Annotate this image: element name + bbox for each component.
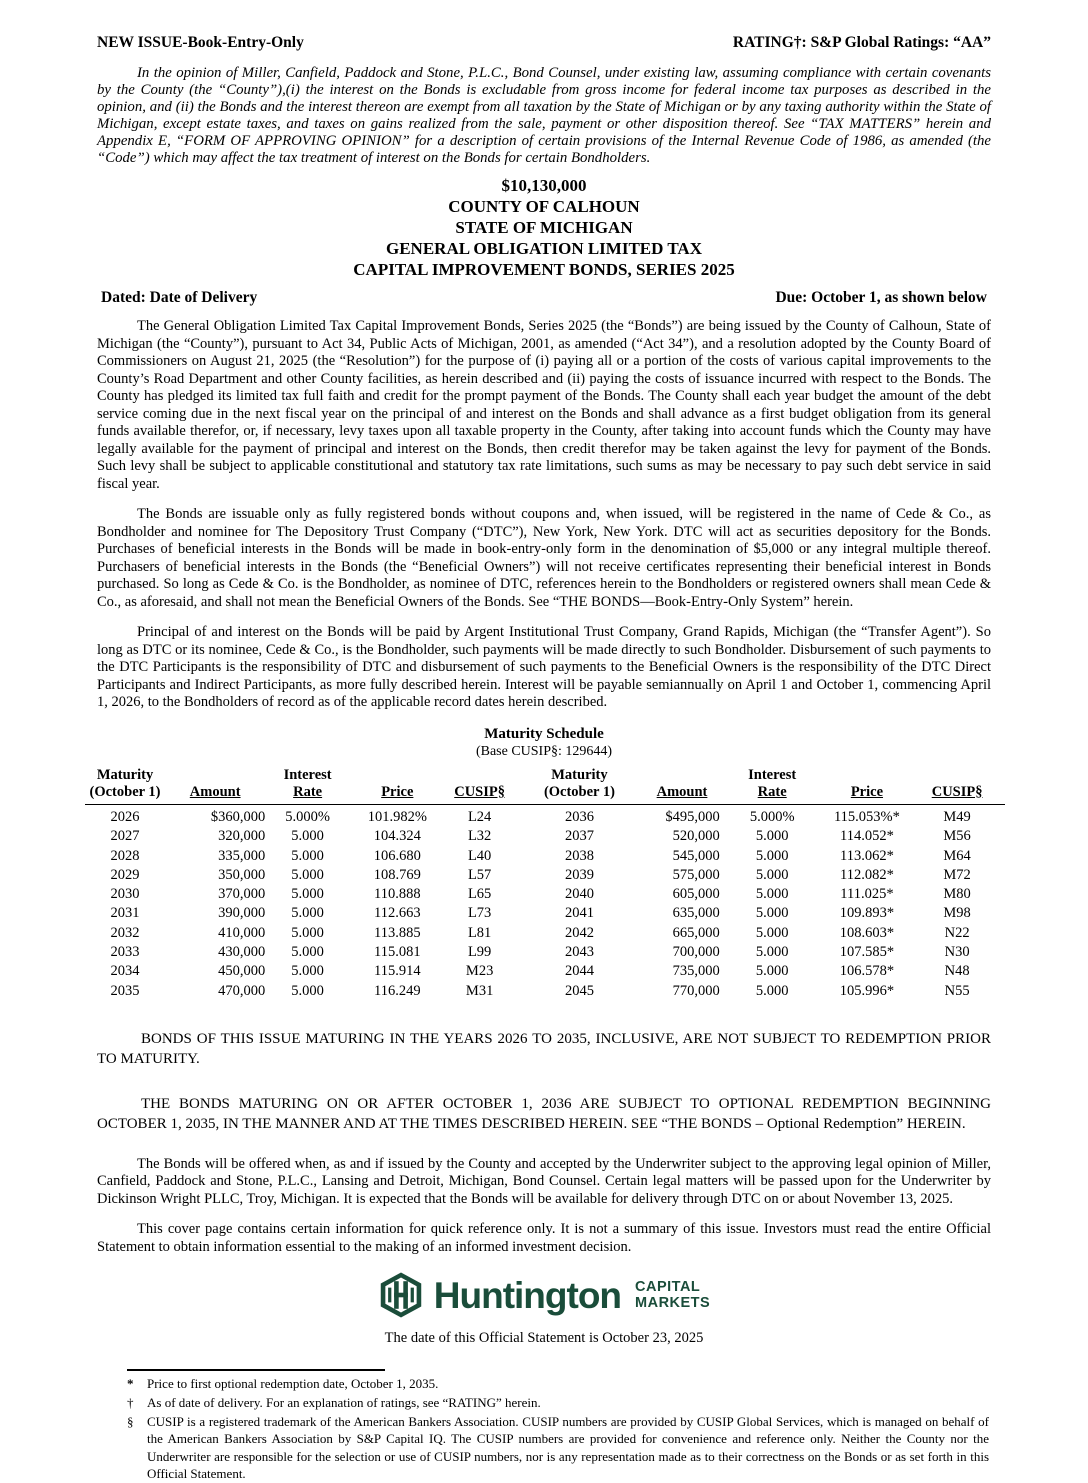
table-cell: L24: [467, 808, 492, 825]
bond-type-line2: CAPITAL IMPROVEMENT BONDS, SERIES 2025: [353, 260, 735, 280]
bond-counsel-opinion-paragraph: In the opinion of Miller, Canfield, Paddock and Stone, P.L.C., Bond Counsel, under existing law, assuming compliance with certain covenants by the County (the “County”),(i) the interest on the Bonds is excludable from gross income for federal income tax purposes as described in the opinion, and (ii) the Bonds and the interest thereon are exempt from all taxation by the State of Michigan or by any taxing authority within the State of Michigan, except estate taxes, and taxes on gains realized from the sale, payment or other disposition thereof. See “TAX MATTERS” herein and Appendix E, “FORM OF APPROVING OPINION” for a description of certain provisions of the Internal Revenue Code of 1986, as amended (the “Code”) which may affect the tax treatment of interest on the Bonds for certain Bondholders.: [97, 65, 991, 166]
table-cell: 115.053%*: [833, 808, 900, 825]
table-cell: 5.000: [755, 924, 789, 941]
table-cell: M98: [943, 905, 971, 922]
table-cell: M80: [943, 886, 971, 903]
table-cell: 5.000: [291, 847, 324, 864]
table-cell: 5.000: [755, 847, 789, 864]
table-cell: 5.000%: [285, 808, 330, 825]
table-cell: 107.585*: [839, 944, 895, 961]
table-cell: M56: [943, 828, 971, 845]
table-cell: $360,000: [210, 808, 266, 825]
table-cell: 2037: [564, 828, 594, 845]
table-cell: 635,000: [672, 905, 720, 922]
table-cell: 2040: [564, 886, 594, 903]
table-cell: N30: [944, 944, 970, 961]
dated-due-row: [97, 289, 991, 307]
table-cell: 106.578*: [839, 963, 895, 980]
table-cell: 2026: [110, 808, 140, 825]
table-cell: 2035: [110, 982, 140, 999]
issue-amount: $10,130,000: [501, 176, 587, 196]
table-column-header: Amount: [189, 783, 241, 800]
table-column-header: Maturity (October 1): [89, 766, 161, 800]
table-cell: 5.000: [291, 828, 324, 845]
table-cell: 5.000: [291, 866, 324, 883]
table-column-header: CUSIP§: [454, 783, 505, 800]
table-cell: 2033: [110, 944, 140, 961]
table-cell: L32: [467, 828, 492, 845]
table-row: [85, 866, 1005, 885]
underwriter-division: [635, 1279, 710, 1311]
table-cell: 545,000: [672, 847, 720, 864]
table-cell: 2038: [564, 847, 594, 864]
table-cell: $495,000: [665, 808, 720, 825]
table-cell: 112.082*: [840, 866, 894, 883]
table-cell: 116.249: [374, 982, 421, 999]
optional-redemption-paragraph: THE BONDS MATURING ON OR AFTER OCTOBER 1, 2036 ARE SUBJECT TO OPTIONAL REDEMPTION BEGINNING OCTOBER 1, 2035, IN THE MANNER AND AT THE TIMES DESCRIBED HEREIN. SEE “THE BONDS – Optional Redemption” HEREIN.: [97, 1095, 991, 1133]
table-cell: 113.062*: [840, 847, 894, 864]
table-cell: 106.680: [373, 847, 421, 864]
table-cell: 575,000: [672, 866, 720, 883]
huntington-hexagon-icon: [378, 1271, 424, 1319]
table-cell: 770,000: [672, 982, 720, 999]
table-cell: 108.603*: [839, 924, 895, 941]
table-cell: L57: [467, 866, 492, 883]
table-cell: 115.914: [374, 963, 421, 980]
book-entry-paragraph: The Bonds are issuable only as fully registered bonds without coupons and, when issued, will be registered in the name of Cede & Co., as Bondholder and nominee for The Depository Trust Company (“DTC”), New York, New York. DTC will act as securities depository for the Bonds. Purchases of beneficial interests in the Bonds will be made in book-entry-only form in the denomination of $5,000 or any integral multiple thereof. Purchasers of beneficial interests in the Bonds (the “Beneficial Owners”) will not receive certificates representing their beneficial interest in Bonds purchased. So long as Cede & Co. is the Bondholder, as nominee of DTC, references herein to the Bondholders or registered owners shall mean Cede & Co., as aforesaid, and shall not mean the Beneficial Owners of the Bonds. See “THE BONDS—Book-Entry-Only System” herein.: [97, 506, 991, 610]
no-redemption-paragraph: BONDS OF THIS ISSUE MATURING IN THE YEARS 2026 TO 2035, INCLUSIVE, ARE NOT SUBJECT TO REDEMPTION PRIOR TO MATURITY.: [97, 1030, 991, 1068]
table-cell: 450,000: [218, 963, 266, 980]
table-cell: 2034: [110, 963, 140, 980]
table-cell: 2028: [110, 847, 140, 864]
table-cell: 111.025*: [840, 886, 894, 903]
table-cell: 2029: [110, 866, 140, 883]
table-cell: 350,000: [218, 866, 266, 883]
table-cell: 114.052*: [840, 828, 894, 845]
maturity-schedule-heading: [97, 725, 991, 761]
table-cell: 665,000: [672, 924, 720, 941]
table-cell: 410,000: [218, 924, 266, 941]
table-header-row: [85, 767, 1005, 805]
table-row: [85, 804, 1005, 827]
due-label: Due: October 1, as shown below: [775, 289, 987, 307]
table-cell: 700,000: [672, 944, 720, 961]
table-cell: L99: [467, 944, 492, 961]
table-cell: 2027: [110, 828, 140, 845]
footnote-text: CUSIP is a registered trademark of the American Bankers Association. CUSIP numbers are provided by CUSIP Global Services, which is managed on behalf of the American Bankers Association by S&P Capital IQ. The CUSIP numbers are provided for convenience and reference only. Neither the County nor the Underwriter are responsible for the selection or use of CUSIP numbers, nor is any representation made as to their correctness on the Bonds or as set forth in this Official Statement.: [147, 1413, 989, 1482]
table-cell: M23: [465, 963, 494, 980]
underwriter-logo: [97, 1271, 991, 1319]
division-line2: MARKETS: [635, 1295, 711, 1312]
table-column-header: Interest Rate: [748, 766, 797, 800]
table-cell: 5.000: [755, 886, 789, 903]
payment-paragraph: Principal of and interest on the Bonds will be paid by Argent Institutional Trust Company, Grand Rapids, Michigan (the “Transfer Agent”). So long as DTC or its nominee, Cede & Co., is the Bondholder, such payments will be made directly to such Bondholder. Disbursement of such payments to the DTC Participants is the responsibility of DTC and disbursement of such payments to the Beneficial Owners is the responsibility of the DTC Direct Participants and Indirect Participants, as more fully described herein. Interest will be payable semiannually on April 1 and October 1, commencing April 1, 2026, to the Bondholders of record as of the applicable record dates herein described.: [97, 624, 991, 711]
underwriter-name: Huntington: [433, 1274, 622, 1316]
footnote-dagger: [127, 1394, 991, 1412]
table-row: [85, 904, 1005, 923]
table-row: [85, 943, 1005, 962]
footnotes-section: [127, 1369, 991, 1483]
table-cell: 115.081: [374, 944, 421, 961]
issuance-paragraph: The General Obligation Limited Tax Capital Improvement Bonds, Series 2025 (the “Bonds”) are being issued by the County of Calhoun, State of Michigan (the “County”), pursuant to Act 34, Public Acts of Michigan, 2001, as amended (“Act 34”), and a resolution adopted by the County Board of Commissioners on August 21, 2025 (the “Resolution”) for the purpose of (i) paying all or a portion of the costs of various capital improvements to the County’s Road Department and other County facilities, as herein described and (ii) paying the costs of issuance incurred with respect to the Bonds. The County has pledged its limited tax full faith and credit for the prompt payment of the Bonds. The County shall each year budget the amount of the debt service coming due in the next fiscal year on the principal of and interest on the Bonds and shall advance as a first budget obligation from its general funds available therefor, or, if necessary, levy taxes upon all taxable property in the County, after taking into account funds which the County may have legally available for the payment of principal and interest on the Bonds, then credit therefor may be taken against the levy for payment of the Bonds. Such levy shall be subject to applicable constitutional and statutory tax rate limitations, such sums as may be necessary to pay such debt service in said fiscal year.: [97, 318, 991, 492]
table-cell: 5.000: [755, 828, 789, 845]
table-cell: L65: [467, 886, 492, 903]
table-cell: 430,000: [218, 944, 266, 961]
title-block: [97, 175, 991, 280]
table-cell: L73: [467, 905, 492, 922]
table-column-header: Maturity (October 1): [543, 766, 615, 800]
table-row: [85, 982, 1005, 1001]
footnote-section-sign: [127, 1413, 991, 1483]
table-cell: 735,000: [672, 963, 720, 980]
table-cell: 5.000: [291, 905, 324, 922]
table-cell: 390,000: [218, 905, 266, 922]
table-cell: L81: [467, 924, 492, 941]
table-row: [85, 847, 1005, 866]
table-cell: 5.000%: [749, 808, 795, 825]
footnote-marker: †: [127, 1395, 134, 1410]
table-cell: 335,000: [218, 847, 266, 864]
table-cell: 5.000: [755, 905, 789, 922]
table-cell: 2044: [564, 963, 594, 980]
footnote-asterisk: [127, 1375, 991, 1393]
footnote-marker: *: [127, 1376, 134, 1392]
offering-paragraph: The Bonds will be offered when, as and if issued by the County and accepted by the Underwriter subject to the approving legal opinion of Miller, Canfield, Paddock and Stone, P.L.C., Lansing and Detroit, Michigan, Bond Counsel. Certain legal matters will be passed upon for the Underwriter by Dickinson Wright PLLC, Troy, Michigan. It is expected that the Bonds will be available for delivery through DTC on or about November 13, 2025.: [97, 1155, 991, 1207]
footnote-separator-rule: [127, 1369, 385, 1371]
table-cell: 2042: [564, 924, 594, 941]
top-header-row: [97, 34, 991, 52]
cover-note-paragraph: This cover page contains certain information for quick reference only. It is not a summary of this issue. Investors must read the entire Official Statement to obtain information essential to the making of an informed investment decision.: [97, 1221, 991, 1255]
footnote-text: Price to first optional redemption date, October 1, 2035.: [147, 1376, 439, 1392]
bond-type-line1: GENERAL OBLIGATION LIMITED TAX: [386, 239, 702, 259]
table-cell: 2041: [564, 905, 594, 922]
table-row: [85, 924, 1005, 943]
table-cell: 5.000: [755, 944, 789, 961]
table-cell: M49: [943, 808, 971, 825]
maturity-schedule-table: [85, 767, 1005, 1001]
table-cell: 104.324: [373, 828, 421, 845]
table-cell: 5.000: [291, 944, 324, 961]
table-cell: 2045: [564, 982, 594, 999]
table-cell: 5.000: [291, 924, 324, 941]
table-cell: 5.000: [291, 963, 324, 980]
table-cell: 2031: [110, 905, 140, 922]
table-cell: 101.982%: [367, 808, 427, 825]
new-issue-label: NEW ISSUE-Book-Entry-Only: [97, 34, 304, 51]
table-cell: 5.000: [755, 982, 789, 999]
issuer-state: STATE OF MICHIGAN: [455, 218, 633, 238]
table-cell: 605,000: [672, 886, 720, 903]
table-cell: 109.893*: [839, 905, 895, 922]
table-column-header: Interest Rate: [283, 766, 332, 800]
table-cell: 470,000: [218, 982, 266, 999]
table-cell: M64: [943, 847, 971, 864]
table-cell: N22: [944, 924, 970, 941]
table-cell: 320,000: [218, 828, 266, 845]
table-cell: N48: [944, 963, 970, 980]
table-column-header: Price: [381, 783, 414, 800]
table-row: [85, 962, 1005, 981]
table-cell: 112.663: [374, 905, 421, 922]
table-header: [85, 767, 1005, 805]
table-cell: 108.769: [373, 866, 421, 883]
table-cell: 2032: [110, 924, 140, 941]
footnote-text: As of date of delivery. For an explanation of ratings, see “RATING” herein.: [147, 1395, 541, 1410]
table-cell: 5.000: [755, 963, 789, 980]
base-cusip-subtitle: (Base CUSIP§: 129644): [475, 743, 613, 759]
table-row: [85, 885, 1005, 904]
table-cell: 105.996*: [839, 982, 895, 999]
table-cell: 113.885: [374, 924, 421, 941]
table-cell: 5.000: [755, 866, 789, 883]
statement-date-line: The date of this Official Statement is October 23, 2025: [384, 1330, 704, 1347]
table-cell: 2036: [564, 808, 594, 825]
table-cell: M72: [943, 866, 971, 883]
maturity-schedule-title: Maturity Schedule: [484, 725, 604, 742]
table-cell: 5.000: [291, 982, 324, 999]
table-cell: N55: [944, 982, 970, 999]
footnote-marker: §: [127, 1413, 134, 1429]
table-column-header: Amount: [656, 783, 708, 800]
table-cell: 2043: [564, 944, 594, 961]
table-cell: 2030: [110, 886, 140, 903]
table-column-header: CUSIP§: [931, 783, 983, 800]
division-line1: CAPITAL: [635, 1279, 701, 1296]
maturity-table-body: [85, 804, 1005, 1000]
table-cell: M31: [465, 982, 494, 999]
table-column-header: Price: [850, 783, 884, 800]
table-cell: L40: [467, 847, 492, 864]
rating-label: RATING†: S&P Global Ratings: “AA”: [732, 34, 991, 51]
table-cell: 520,000: [672, 828, 720, 845]
dated-label: Dated: Date of Delivery: [101, 289, 258, 307]
table-row: [85, 827, 1005, 846]
table-cell: 2039: [564, 866, 594, 883]
table-cell: 5.000: [291, 886, 324, 903]
table-cell: 370,000: [218, 886, 266, 903]
issuer-name: COUNTY OF CALHOUN: [448, 197, 640, 217]
table-cell: 110.888: [374, 886, 421, 903]
